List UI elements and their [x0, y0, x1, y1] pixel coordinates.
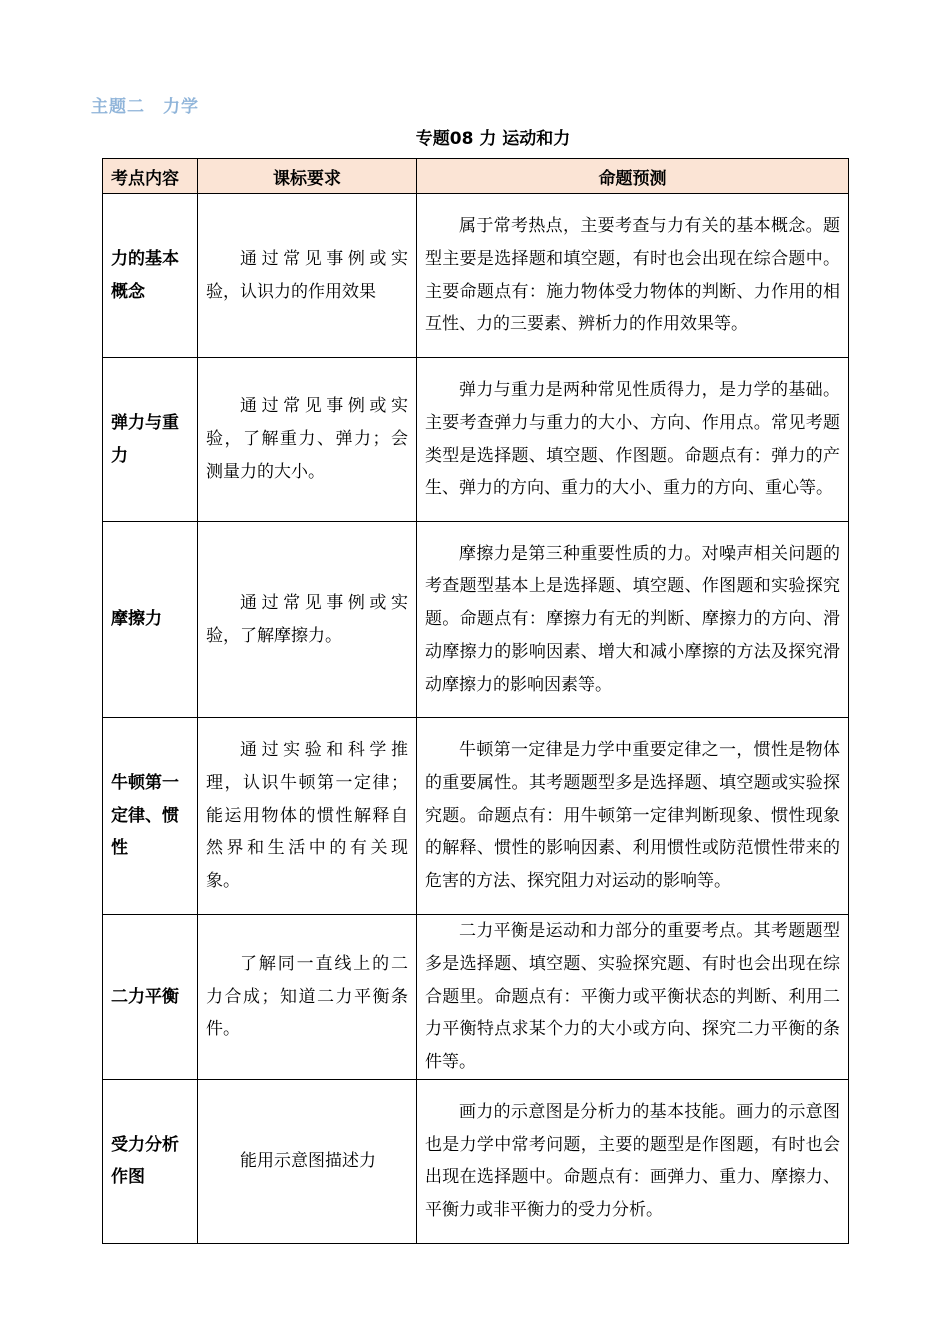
table-row	[103, 915, 849, 1080]
point-cell: 二力平衡	[103, 915, 198, 1080]
table-row	[103, 1079, 849, 1243]
topic-heading: 主题二 力学	[91, 97, 199, 117]
point-cell: 摩擦力	[103, 522, 198, 718]
requirement-cell: 通过实验和科学推理，认识牛顿第一定律；能运用物体的惯性解释自然界和生活中的有关现象。	[198, 718, 417, 915]
requirement-cell: 通过常见事例或实验，了解重力、弹力；会测量力的大小。	[198, 358, 417, 522]
exam-points-table	[102, 158, 849, 1244]
table-row	[103, 718, 849, 915]
requirement-cell: 了解同一直线上的二力合成；知道二力平衡条件。	[198, 915, 417, 1080]
requirement-cell: 通过常见事例或实验，了解摩擦力。	[198, 522, 417, 718]
table-row	[103, 358, 849, 522]
page-title: 专题08 力 运动和力	[415, 129, 571, 149]
point-cell: 弹力与重力	[103, 358, 198, 522]
prediction-cell: 牛顿第一定律是力学中重要定律之一，惯性是物体的重要属性。其考题题型多是选择题、填空题或实验探究题。命题点有：用牛顿第一定律判断现象、惯性现象的解释、惯性的影响因素、利用惯性或防范惯性带来的危害的方法、探究阻力对运动的影响等。	[417, 718, 849, 915]
prediction-cell: 画力的示意图是分析力的基本技能。画力的示意图也是力学中常考问题，主要的题型是作图题，有时也会出现在选择题中。命题点有：画弹力、重力、摩擦力、平衡力或非平衡力的受力分析。	[417, 1079, 849, 1243]
point-cell: 受力分析作图	[103, 1079, 198, 1243]
column-header-point: 考点内容	[103, 159, 198, 194]
column-header-prediction: 命题预测	[417, 159, 849, 194]
point-cell: 力的基本概念	[103, 194, 198, 358]
point-cell: 牛顿第一定律、惯性	[103, 718, 198, 915]
prediction-cell: 摩擦力是第三种重要性质的力。对噪声相关问题的考查题型基本上是选择题、填空题、作图题和实验探究题。命题点有：摩擦力有无的判断、摩擦力的方向、滑动摩擦力的影响因素、增大和减小摩擦的方法及探究滑动摩擦力的影响因素等。	[417, 522, 849, 718]
table-row	[103, 194, 849, 358]
prediction-cell: 属于常考热点，主要考查与力有关的基本概念。题型主要是选择题和填空题，有时也会出现在综合题中。主要命题点有：施力物体受力物体的判断、力作用的相互性、力的三要素、辨析力的作用效果等。	[417, 194, 849, 358]
requirement-cell: 能用示意图描述力	[198, 1079, 417, 1243]
table-header-row	[103, 159, 849, 194]
column-header-requirement: 课标要求	[198, 159, 417, 194]
prediction-cell: 二力平衡是运动和力部分的重要考点。其考题题型多是选择题、填空题、实验探究题、有时也会出现在综合题里。命题点有：平衡力或平衡状态的判断、利用二力平衡特点求某个力的大小或方向、探究二力平衡的条件等。	[417, 915, 849, 1080]
requirement-cell: 通过常见事例或实验，认识力的作用效果	[198, 194, 417, 358]
table-row	[103, 522, 849, 718]
prediction-cell: 弹力与重力是两种常见性质得力，是力学的基础。主要考查弹力与重力的大小、方向、作用点。常见考题类型是选择题、填空题、作图题。命题点有：弹力的产生、弹力的方向、重力的大小、重力的方向、重心等。	[417, 358, 849, 522]
